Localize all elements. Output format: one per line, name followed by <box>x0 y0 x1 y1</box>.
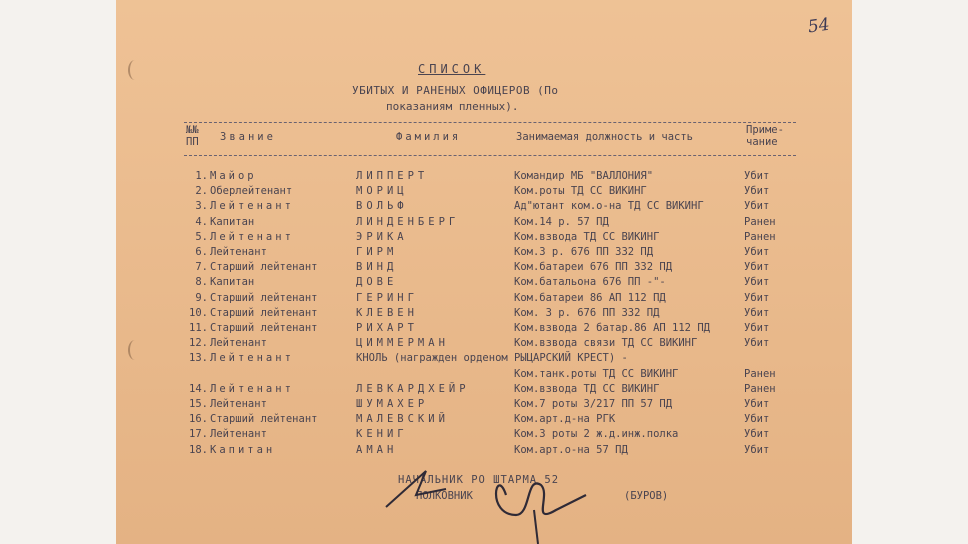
row-surname: МАЛЕВСКИЙ <box>356 413 449 426</box>
row-note: Убит <box>744 398 770 410</box>
row-position: Ком.батареи 676 ПП 332 ПД <box>514 261 673 274</box>
row-note: Ранен <box>744 215 776 228</box>
row-surname: КНОЛЬ (награжден орденом РЫЦАРСКИЙ КРЕСТ) - <box>356 352 628 365</box>
column-header-number: №№ ПП <box>186 124 199 148</box>
right-margin <box>852 0 968 544</box>
document-title: СПИСОК <box>418 62 486 76</box>
list-item <box>116 383 852 398</box>
row-surname: ЛИППЕРТ <box>356 170 429 182</box>
row-note: Убит <box>744 246 770 258</box>
row-note: Убит <box>744 306 770 319</box>
row-position: Ком.арт.д-на РГК <box>514 413 616 426</box>
row-rank: Лейтенант <box>210 230 294 243</box>
row-rank: Старший лейтенант <box>210 322 318 334</box>
row-rank: Старший лейтенант <box>210 413 318 426</box>
column-header-rank: Звание <box>220 131 276 143</box>
row-rank: Лейтенант <box>210 428 267 441</box>
header-top-rule <box>184 122 796 123</box>
row-number: 7. <box>195 261 208 274</box>
row-number: 15. <box>189 398 208 410</box>
row-rank: Лейтенант <box>210 337 267 350</box>
row-position: Ком.взвода 2 батар.86 АП 112 ПД <box>514 322 710 334</box>
row-position: Ком.взвода ТД СС ВИКИНГ <box>514 230 660 243</box>
row-number: 3. <box>195 200 208 213</box>
row-rank: Старший лейтенант <box>210 291 318 304</box>
column-header-note: Приме-чание <box>746 124 784 148</box>
row-note: Убит <box>744 185 770 198</box>
list-item <box>116 231 852 246</box>
row-position: Командир МБ "ВАЛЛОНИЯ" <box>514 170 654 182</box>
row-rank: Лейтенант <box>210 200 294 213</box>
row-surname: ВИНД <box>356 261 398 274</box>
row-surname: ШУМАХЕР <box>356 398 429 410</box>
row-rank: Оберлейтенант <box>210 185 293 198</box>
row-surname: КЕНИГ <box>356 428 408 441</box>
list-item <box>116 185 852 200</box>
row-surname: ЛИНДЕНБЕРГ <box>356 215 460 228</box>
row-position: Ком.взвода связи ТД СС ВИКИНГ <box>514 337 698 350</box>
row-number: 12. <box>189 337 208 350</box>
row-rank: Капитан <box>210 276 255 289</box>
punch-hole-mark <box>128 60 142 80</box>
row-position: Ком.роты ТД СС ВИКИНГ <box>514 185 647 198</box>
list-item <box>116 307 852 322</box>
row-rank: Капитан <box>210 215 255 228</box>
row-rank: Капитан <box>210 443 276 456</box>
document-page <box>116 0 852 544</box>
row-number: 16. <box>189 413 208 426</box>
row-number: 9. <box>195 291 208 304</box>
row-number: 17. <box>189 428 208 441</box>
row-position: Ком.3 р. 676 ПП 332 ПД <box>514 246 654 258</box>
row-note: Убит <box>744 413 770 426</box>
list-item <box>116 322 852 337</box>
row-position: Ком.14 р. 57 ПД <box>514 215 609 228</box>
row-position: Ком.батальона 676 ПП -"- <box>514 276 666 289</box>
list-item <box>116 428 852 443</box>
row-number: 1. <box>195 170 208 182</box>
row-note: Ранен <box>744 367 776 380</box>
row-surname: ЛЕВКАРДХЕЙР <box>356 382 470 395</box>
row-note: Убит <box>744 428 770 441</box>
list-item <box>116 216 852 231</box>
signatory-name: (БУРОВ) <box>624 490 669 502</box>
row-surname: КЛЕВЕН <box>356 306 418 319</box>
row-surname: РИХАРТ <box>356 322 418 334</box>
row-rank: Майор <box>210 170 257 182</box>
list-item <box>116 337 852 352</box>
list-item <box>116 413 852 428</box>
column-header-surname: Фамилия <box>396 131 462 143</box>
list-item <box>116 276 852 291</box>
row-note: Ранен <box>744 382 776 395</box>
row-surname: МОРИЦ <box>356 185 408 198</box>
row-number: 2. <box>195 185 208 198</box>
left-margin <box>0 0 116 544</box>
header-bottom-rule <box>184 155 796 156</box>
signatory-rank: ПОЛКОВНИК <box>416 490 473 502</box>
row-number: 5. <box>195 230 208 243</box>
handwritten-signature <box>356 455 616 544</box>
row-rank: Лейтенант <box>210 352 294 365</box>
row-rank: Старший лейтенант <box>210 306 318 319</box>
row-surname: ДОВЕ <box>356 276 398 289</box>
row-number: 4. <box>195 215 208 228</box>
signatory-title: НАЧАЛЬНИК РО ШТАРМА 52 <box>398 474 560 486</box>
row-surname: ЦИММЕРМАН <box>356 337 449 350</box>
row-position: Ком. 3 р. 676 ПП 332 ПД <box>514 306 660 319</box>
row-note: Убит <box>744 291 770 304</box>
row-number: 8. <box>195 276 208 289</box>
list-item <box>116 261 852 276</box>
row-number: 14. <box>189 382 208 395</box>
document-subtitle-line1: УБИТЫХ И РАНЕНЫХ ОФИЦЕРОВ (По <box>352 84 559 97</box>
row-position: Ком.7 роты 3/217 ПП 57 ПД <box>514 398 673 410</box>
row-position: Ком.3 роты 2 ж.д.инж.полка <box>514 428 679 441</box>
list-item <box>116 200 852 215</box>
row-note: Убит <box>744 170 770 182</box>
row-surname: ГЕРИНГ <box>356 291 418 304</box>
row-note: Убит <box>744 443 770 456</box>
row-rank: Лейтенант <box>210 246 267 258</box>
list-item <box>116 398 852 413</box>
row-number: 10. <box>189 306 208 319</box>
row-note: Убит <box>744 261 770 274</box>
row-note: Ранен <box>744 230 776 243</box>
row-position: Ад"ютант ком.о-на ТД СС ВИКИНГ <box>514 200 704 213</box>
row-number: 6. <box>195 246 208 258</box>
row-note: Убит <box>744 276 770 289</box>
row-position: Ком.батареи 86 АП 112 ПД <box>514 291 666 304</box>
row-surname: ЭРИКА <box>356 230 408 243</box>
row-number: 18. <box>189 443 208 456</box>
row-note: Убит <box>744 337 770 350</box>
row-surname: ВОЛЬФ <box>356 200 408 213</box>
row-position: Ком.арт.о-на 57 ПД <box>514 443 628 456</box>
row-position: Ком.танк.роты ТД СС ВИКИНГ <box>514 367 679 380</box>
row-rank: Старший лейтенант <box>210 261 318 274</box>
row-rank: Лейтенант <box>210 382 294 395</box>
page-number: 54 <box>807 14 832 38</box>
row-rank: Лейтенант <box>210 398 267 410</box>
row-note: Убит <box>744 322 770 334</box>
row-surname: АМАН <box>356 443 398 456</box>
list-item <box>116 368 852 383</box>
document-subtitle-line2: показаниям пленных). <box>386 100 519 113</box>
column-header-position: Занимаемая должность и часть <box>516 131 694 143</box>
list-item <box>116 170 852 185</box>
list-item <box>116 246 852 261</box>
row-surname: ГИРМ <box>356 246 398 258</box>
list-item <box>116 292 852 307</box>
list-item <box>116 352 852 367</box>
row-note: Убит <box>744 200 770 213</box>
row-position: Ком.взвода ТД СС ВИКИНГ <box>514 382 660 395</box>
row-number: 13. <box>189 352 208 365</box>
row-number: 11. <box>189 322 208 334</box>
